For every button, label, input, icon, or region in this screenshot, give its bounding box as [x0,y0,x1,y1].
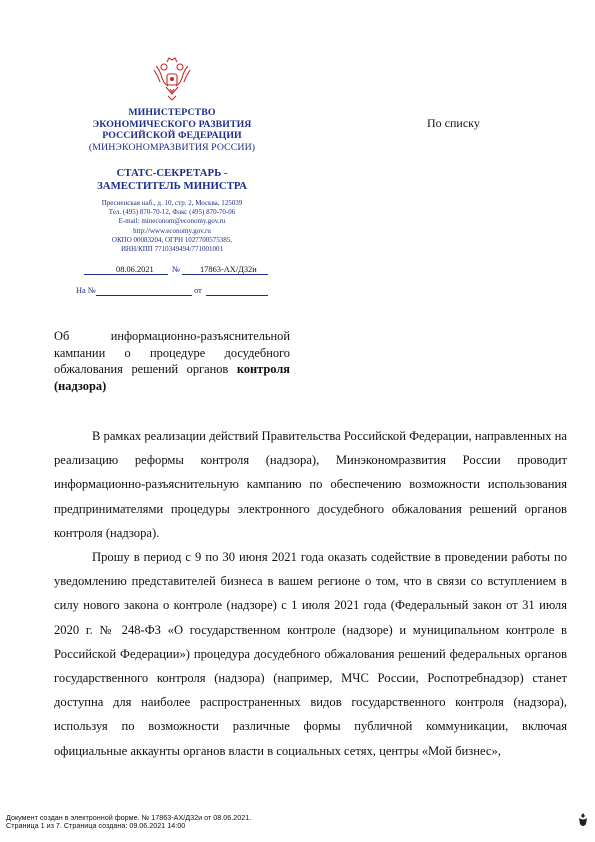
ministry-line: РОССИЙСКОЙ ФЕДЕРАЦИИ [102,130,242,142]
letter-subject [54,328,290,394]
letter-body [54,424,567,763]
reference-label: На № [76,286,96,295]
website-line[interactable]: http://www.economy.gov.ru [133,226,211,235]
footer-document-info: Документ создан в электронной форме. № 17863-АХ/Д32и от 08.06.2021. [6,813,252,822]
reference-row [76,285,270,296]
signatory-position [74,167,270,193]
reference-from-label: от [194,286,202,295]
subject-text-bold: контроля (надзора) [54,362,290,393]
ministry-name [74,107,270,153]
ministry-line: ЭКОНОМИЧЕСКОГО РАЗВИТИЯ [92,118,252,130]
footer-page-info: Страница 1 из 7. Страница создана: 09.06.2021 14:00 [6,821,186,831]
document-footer [6,814,506,831]
body-paragraph: В рамках реализации действий Правительства Российской Федерации, направленных на реализацию реформы контроля (надзора), Минэкономразвития России проводит информационно-разъяснительную кампанию по обеспечению возможности использования предпринимателями процедуры электронного досудебного обжалования решений органов контроля (надзора). [54,429,568,540]
small-emblem-icon [577,812,589,830]
okpo-ogrn-line: ОКПО 00083204, ОГРН 1027700575385, [111,235,233,244]
body-paragraph: Прошу в период с 9 по 30 июня 2021 года оказать содействие в проведении работы по уведомлению представителей бизнеса в вашем регионе о том, что в связи со вступлением в силу нового закона о контроле (надзоре) с 1 июля 2021 года (Федеральный закон от 31 июля 2020 г. № 248-ФЗ «О государственном контроле (надзоре) и муниципальном контроле в Российской Федерации») процедура досудебного обжалования решений федеральных органов государственного контроля (надзора) (например, МЧС России, Роспотребнадзор) станет доступна для наиболее распространенных видов государственного контроля (надзора), используя по возможности различные формы публичной коммуникации, включая официальные аккаунты органов власти в социальных сетях, центры «Мой бизнес», [54,550,567,758]
address-line: Пресненская наб., д. 10, стр. 2, Москва, 125039 [101,199,243,207]
reference-number-underline [96,285,192,296]
contact-block [74,199,270,254]
registration-date: 08.06.2021 [116,265,154,274]
registration-number: 17863-АХ/Д32и [200,265,257,274]
reference-date-underline [206,285,268,296]
inn-kpp-line: ИНН/КПП 7710349494/771001001 [120,245,224,254]
registration-row [84,264,270,275]
phone-fax-line: Тел. (495) 870-70-12, Факс (495) 870-70-06 [108,208,236,217]
ministry-line: МИНИСТЕРСТВО [128,107,216,118]
subject-text: Об информационно-разъяснительной кампании о процедуре досудебного обжалования решений органов [54,329,290,377]
ministry-abbreviation: (МИНЭКОНОМРАЗВИТИЯ РОССИИ) [88,141,256,153]
coat-of-arms-emblem [150,56,194,102]
position-line: СТАТС-СЕКРЕТАРЬ - [116,167,228,179]
position-line: ЗАМЕСТИТЕЛЬ МИНИСТРА [97,180,247,192]
registration-block [76,264,270,296]
recipient: По списку [427,116,480,130]
number-label: № [172,265,180,274]
email-line[interactable]: E-mail: mineconom@economy.gov.ru [118,217,226,226]
